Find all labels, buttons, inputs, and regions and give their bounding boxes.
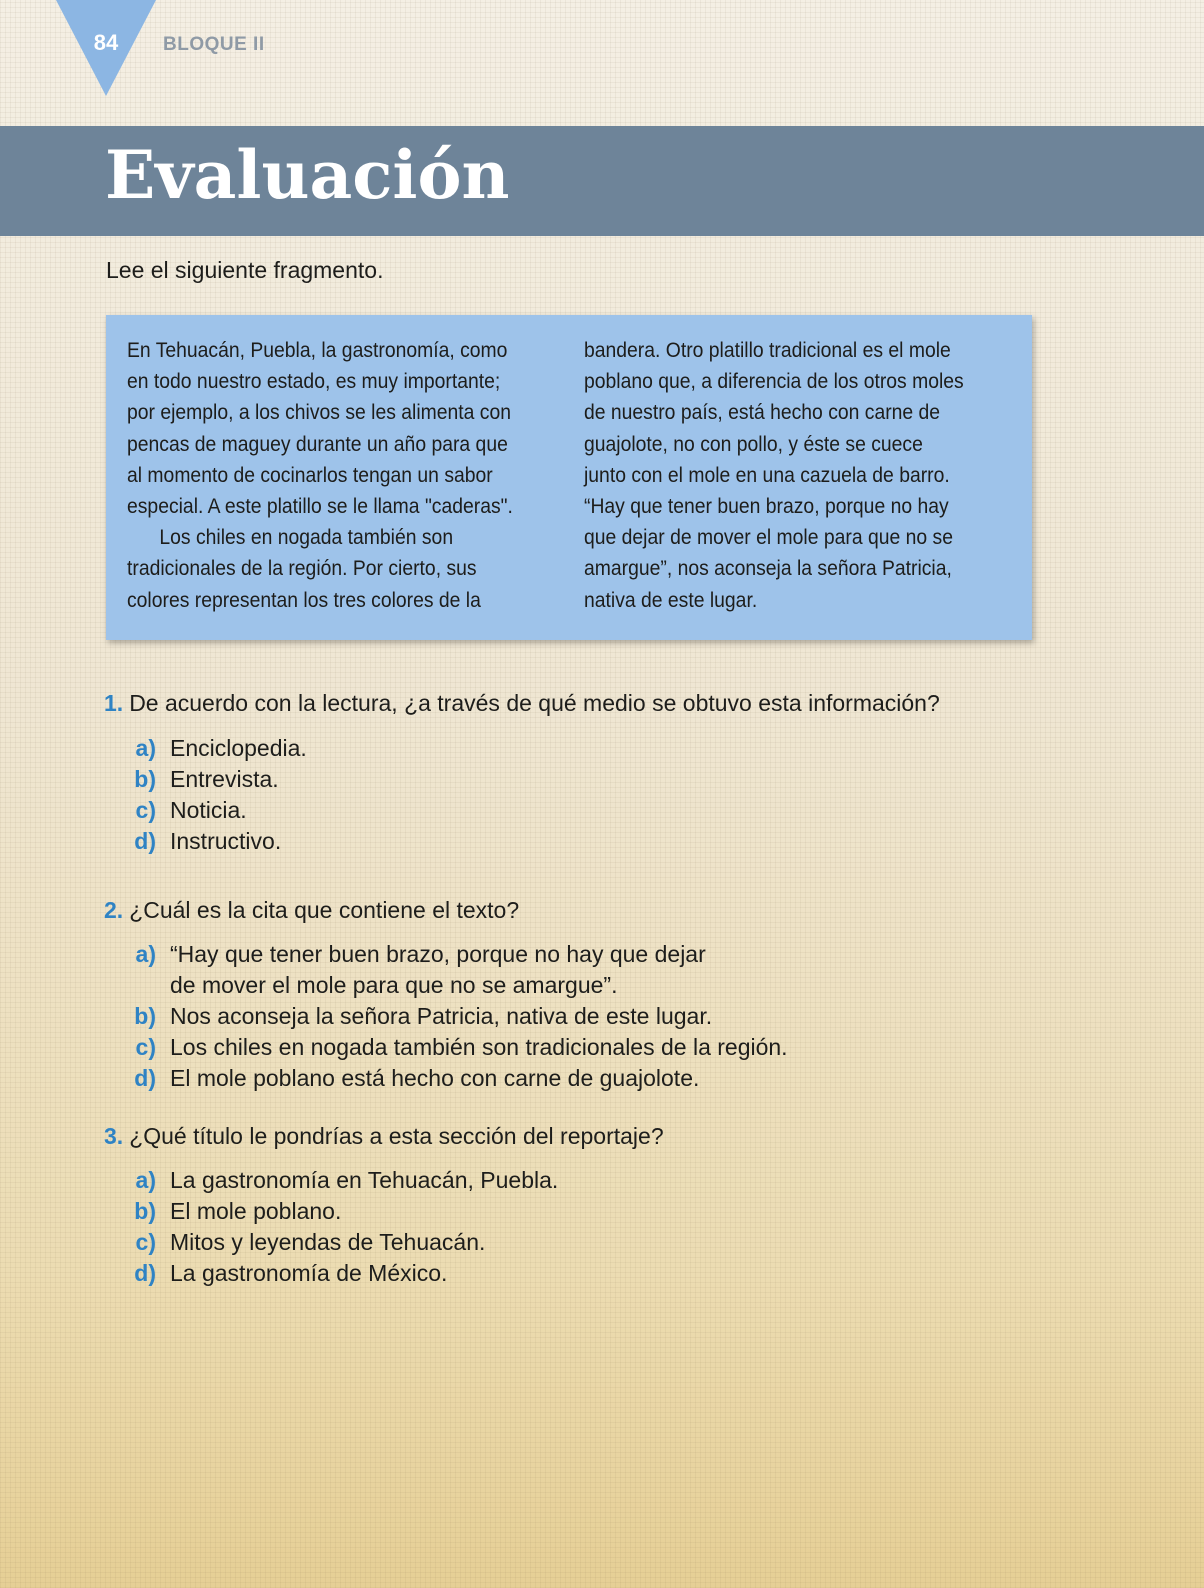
- question-3: [104, 1123, 664, 1150]
- option-letter: b): [134, 1003, 156, 1029]
- option-text: Enciclopedia.: [170, 735, 307, 761]
- block-label: BLOQUE II: [163, 34, 265, 55]
- fragment-line: en todo nuestro estado, es muy importante;: [127, 369, 501, 394]
- fragment-right-column: [584, 335, 1012, 616]
- fragment-line: poblano que, a diferencia de los otros moles: [584, 369, 964, 394]
- question-text: ¿Cuál es la cita que contiene el texto?: [129, 897, 520, 923]
- answer-option[interactable]: [134, 1032, 788, 1063]
- option-text: El mole poblano.: [170, 1198, 342, 1224]
- option-text: Nos aconseja la señora Patricia, nativa de este lugar.: [170, 1003, 713, 1029]
- answer-option[interactable]: [134, 1258, 558, 1289]
- question-1: [104, 690, 940, 717]
- option-letter: b): [134, 766, 156, 792]
- option-letter: d): [134, 828, 156, 854]
- fragment-line: que dejar de mover el mole para que no se: [584, 525, 953, 550]
- reading-fragment-box: [106, 315, 1032, 640]
- page-number: 84: [93, 30, 119, 55]
- question-3-options: [134, 1165, 558, 1289]
- fragment-line: especial. A este platillo se le llama "caderas".: [127, 494, 513, 519]
- answer-option[interactable]: [134, 826, 307, 857]
- option-letter: d): [134, 1065, 156, 1091]
- fragment-line: “Hay que tener buen brazo, porque no hay: [584, 494, 949, 519]
- fragment-line: Los chiles en nogada también son: [159, 525, 454, 550]
- fragment-line: guajolote, no con pollo, y éste se cuece: [584, 431, 923, 456]
- question-number: 3.: [104, 1123, 124, 1149]
- option-text: Mitos y leyendas de Tehuacán.: [170, 1229, 486, 1255]
- option-letter: a): [135, 735, 156, 761]
- option-letter: d): [134, 1260, 156, 1286]
- fragment-line: por ejemplo, a los chivos se les alimenta con: [127, 400, 511, 425]
- option-text: “Hay que tener buen brazo, porque no hay que dejar: [170, 941, 706, 967]
- answer-option[interactable]: [134, 1001, 788, 1032]
- fragment-line: colores representan los tres colores de la: [127, 587, 481, 612]
- option-text: Entrevista.: [170, 766, 279, 792]
- answer-option[interactable]: [134, 764, 307, 795]
- answer-option[interactable]: [134, 1196, 558, 1227]
- fragment-line: de nuestro país, está hecho con carne de: [584, 400, 941, 425]
- answer-option[interactable]: [134, 939, 788, 1001]
- option-letter: c): [135, 797, 156, 823]
- option-text: El mole poblano está hecho con carne de guajolote.: [170, 1065, 700, 1091]
- answer-option[interactable]: [134, 1165, 558, 1196]
- answer-option[interactable]: [134, 795, 307, 826]
- question-text: ¿Qué título le pondrías a esta sección del reportaje?: [129, 1123, 664, 1149]
- option-text-continued: de mover el mole para que no se amargue”.: [170, 972, 618, 998]
- option-letter: c): [135, 1229, 156, 1255]
- fragment-line: tradicionales de la región. Por cierto, sus: [127, 556, 477, 581]
- option-letter: c): [135, 1034, 156, 1060]
- page-title: Evaluación: [105, 136, 510, 214]
- option-text: La gastronomía en Tehuacán, Puebla.: [170, 1167, 559, 1193]
- answer-option[interactable]: [134, 1063, 788, 1094]
- option-letter: a): [135, 1167, 156, 1193]
- instruction-text: Lee el siguiente fragmento.: [106, 257, 384, 283]
- question-text: De acuerdo con la lectura, ¿a través de qué medio se obtuvo esta información?: [129, 690, 940, 716]
- question-1-options: [134, 733, 307, 857]
- question-2: [104, 897, 519, 924]
- option-text: Los chiles en nogada también son tradicionales de la región.: [170, 1034, 788, 1060]
- question-number: 1.: [104, 690, 124, 716]
- fragment-line: bandera. Otro platillo tradicional es el mole: [584, 338, 951, 362]
- answer-option[interactable]: [134, 1227, 558, 1258]
- question-number: 2.: [104, 897, 124, 923]
- option-letter: b): [134, 1198, 156, 1224]
- question-2-options: [134, 939, 788, 1094]
- option-text: Noticia.: [170, 797, 247, 823]
- fragment-left-column: [127, 335, 555, 616]
- option-letter: a): [135, 941, 156, 967]
- answer-option[interactable]: [134, 733, 307, 764]
- fragment-line: al momento de cocinarlos tengan un sabor: [127, 462, 493, 487]
- fragment-line: pencas de maguey durante un año para que: [127, 431, 508, 456]
- option-text: La gastronomía de México.: [170, 1260, 448, 1286]
- fragment-line: amargue”, nos aconseja la señora Patricia,: [584, 556, 952, 581]
- fragment-line: nativa de este lugar.: [584, 587, 758, 612]
- fragment-line: En Tehuacán, Puebla, la gastronomía, como: [127, 338, 508, 362]
- option-text: Instructivo.: [170, 828, 282, 854]
- fragment-line: junto con el mole en una cazuela de barro.: [584, 462, 950, 487]
